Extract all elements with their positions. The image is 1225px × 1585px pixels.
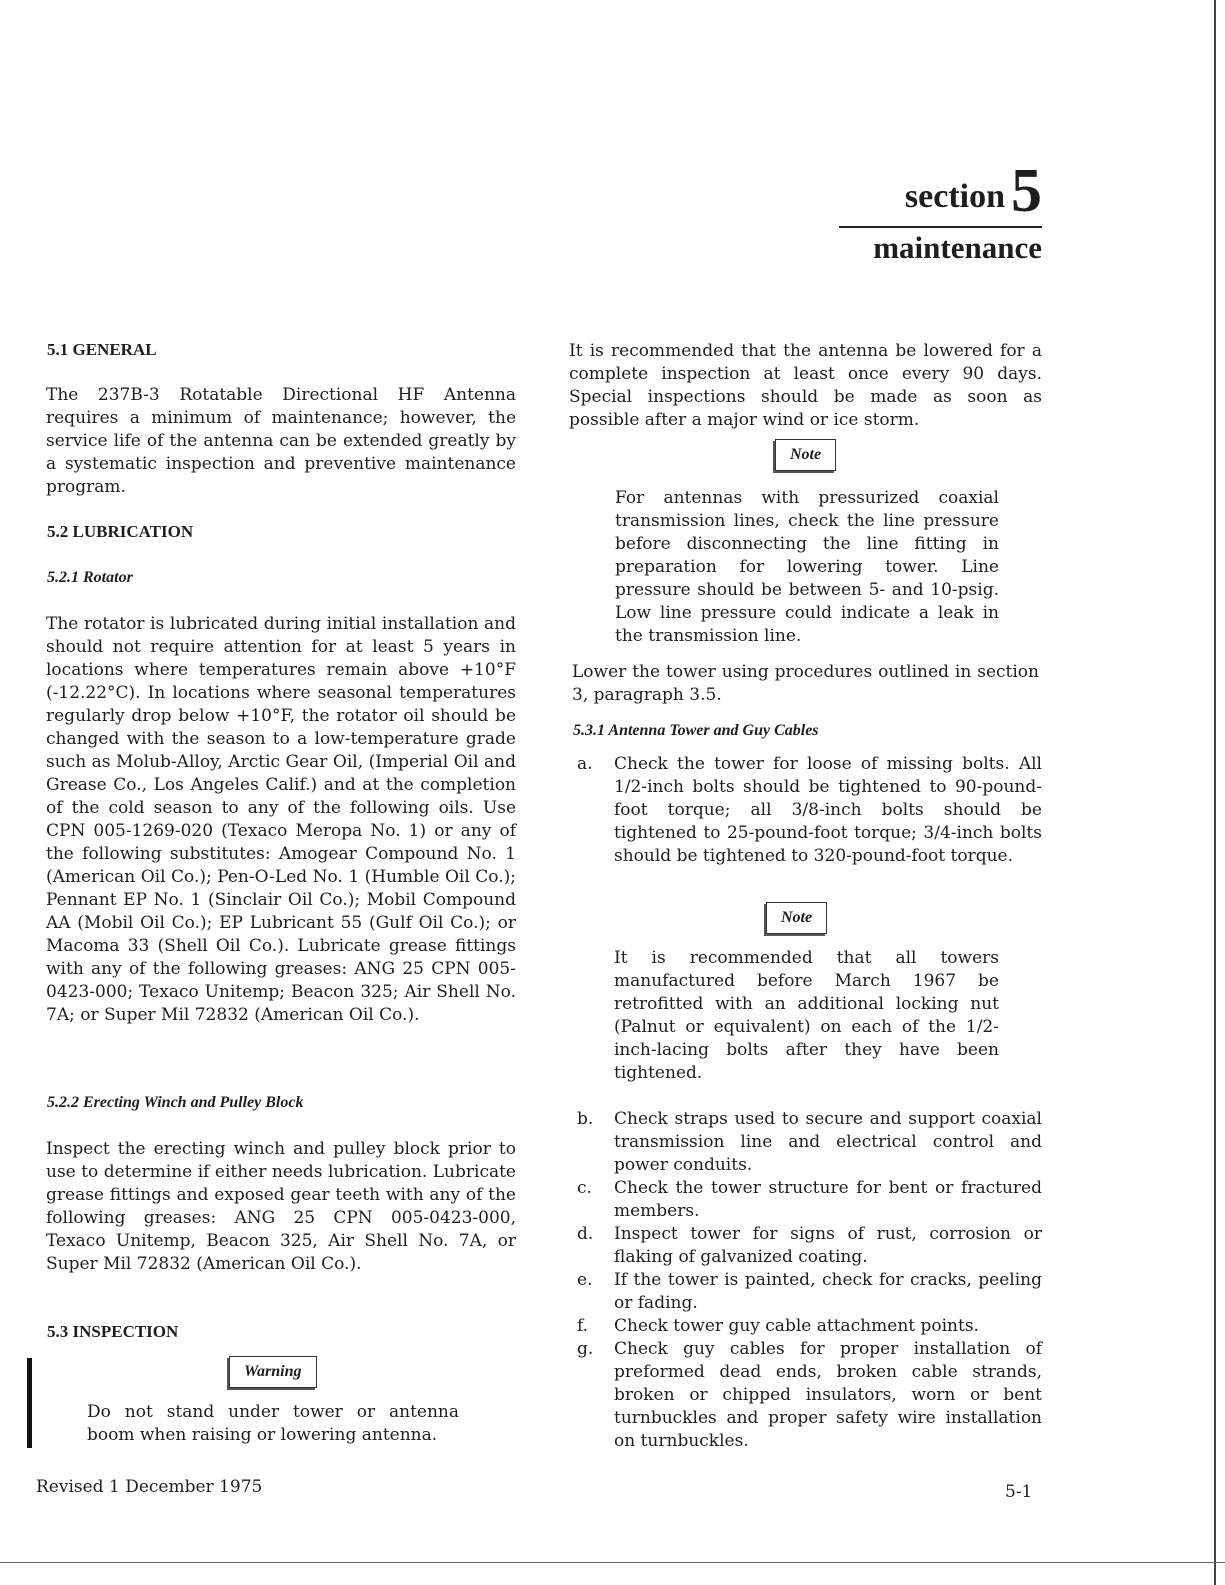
list-letter: d. (577, 1224, 594, 1244)
paragraph-winch: Inspect the erecting winch and pulley block prior to use to determine if either needs lubrication. Lubricate grease fittings and exposed gear teeth with any of the following greases: ANG 25 CPN 005-0423-000, Texaco Unitemp, Beacon 325, Air Shell No. 7A, or Super Mil 72832 (American Oil Co.). (46, 1139, 516, 1274)
page-number: 5-1 (1005, 1482, 1033, 1502)
paragraph-lower-tower: Lower the tower using procedures outlined in section 3, paragraph 3.5. (572, 662, 1039, 705)
list-item-c (577, 1177, 1042, 1223)
list-letter: e. (577, 1270, 593, 1290)
paragraph-warning: Do not stand under tower or antenna boom when raising or lowering antenna. (87, 1402, 459, 1445)
section-number: 5 (1011, 157, 1042, 225)
warning-change-bar (27, 1358, 32, 1448)
note-box-1 (775, 439, 836, 471)
list-text: Check straps used to secure and support coaxial transmission line and electrical control and power conduits. (614, 1109, 1042, 1175)
warning-box (229, 1356, 317, 1388)
section-title: maintenance (873, 230, 1042, 265)
list-letter: c. (577, 1178, 592, 1198)
list-letter: g. (577, 1339, 594, 1359)
heading-inspection: 5.3 INSPECTION (47, 1322, 179, 1341)
section-rule (839, 226, 1042, 228)
list-letter: b. (577, 1109, 594, 1129)
list-item-a (577, 753, 1042, 868)
paragraph-note-1: For antennas with pressurized coaxial transmission lines, check the line pressure before disconnecting the line fitting in preparation for lowering tower. Line pressure should be between 5- and 10-psig. Low line pressure could indicate a leak in the transmission line. (615, 488, 999, 646)
list-item-f (577, 1315, 1042, 1338)
heading-tower-guy: 5.3.1 Antenna Tower and Guy Cables (573, 722, 819, 739)
note-label-1: Note (790, 446, 822, 463)
heading-winch: 5.2.2 Erecting Winch and Pulley Block (47, 1094, 304, 1111)
bottom-scan-line (0, 1562, 1225, 1563)
paragraph-general: The 237B-3 Rotatable Directional HF Antenna requires a minimum of maintenance; however, the service life of the antenna can be extended greatly by a systematic inspection and preventive maintenance program. (46, 385, 516, 497)
paragraph-intro: It is recommended that the antenna be lowered for a complete inspection at least once every 90 days. Special inspections should be made as soon as possible after a major wind or ice storm. (569, 341, 1042, 430)
list-item-e (577, 1269, 1042, 1315)
paragraph-rotator: The rotator is lubricated during initial installation and should not require attention for at least 5 years in locations where temperatures remain above +10°F (-12.22°C). In locations where seasonal temperatures regularly drop below +10°F, the rotator oil should be changed with the season to a low-temperature grade such as Molub-Alloy, Arctic Gear Oil, (Imperial Oil and Grease Co., Los Angeles Calif.) and at the completion of the cold season to any of the following oils. Use CPN 005-1269-020 (Texaco Meropa No. 1) or any of the following substitutes: Amogear Compound No. 1 (American Oil Co.); Pen-O-Led No. 1 (Humble Oil Co.); Pennant EP No. 1 (Sinclair Oil Co.); Mobil Compound AA (Mobil Oil Co.); EP Lubricant 55 (Gulf Oil Co.); or Macoma 33 (Shell Oil Co.). Lubricate grease fittings with any of the following greases: ANG 25 CPN 005-0423-000; Texaco Unitemp; Beacon 325; Air Shell No. 7A; or Super Mil 72832 (American Oil Co.). (46, 614, 516, 1025)
heading-general: 5.1 GENERAL (47, 340, 157, 359)
list-text: If the tower is painted, check for cracks, peeling or fading. (614, 1270, 1042, 1313)
list-text: Check the tower for loose of missing bolts. All 1/2-inch bolts should be tightened to 90-pound-foot torque; all 3/8-inch bolts should be tightened to 25-pound-foot torque; 3/4-inch bolts should be tightened to 320-pound-foot torque. (614, 754, 1042, 866)
footer-revised: Revised 1 December 1975 (36, 1477, 263, 1497)
section-header (839, 157, 1042, 266)
note-box-2 (766, 902, 827, 934)
warning-label: Warning (244, 1363, 302, 1380)
list-text: Check guy cables for proper installation of preformed dead ends, broken cable strands, broken or chipped insulators, worn or bent turnbuckles and proper safety wire installation on turnbuckles. (614, 1339, 1042, 1451)
list-text: Check tower guy cable attachment points. (614, 1316, 979, 1336)
list-letter: f. (577, 1316, 589, 1336)
list-text: Inspect tower for signs of rust, corrosion or flaking of galvanized coating. (614, 1224, 1042, 1267)
list-item-d (577, 1223, 1042, 1269)
list-item-g (577, 1338, 1042, 1453)
list-item-b (577, 1108, 1042, 1177)
list-letter: a. (577, 754, 593, 774)
heading-rotator: 5.2.1 Rotator (47, 569, 133, 586)
paragraph-note-2: It is recommended that all towers manufactured before March 1967 be retrofitted with an additional locking nut (Palnut or equivalent) on each of the 1/2-inch-lacing bolts after they have been tightened. (614, 948, 999, 1083)
page-edge-line (1214, 0, 1216, 1585)
note-label-2: Note (781, 909, 813, 926)
section-word: section (904, 178, 1005, 215)
list-text: Check the tower structure for bent or fractured members. (614, 1178, 1042, 1221)
heading-lubrication: 5.2 LUBRICATION (47, 522, 194, 541)
